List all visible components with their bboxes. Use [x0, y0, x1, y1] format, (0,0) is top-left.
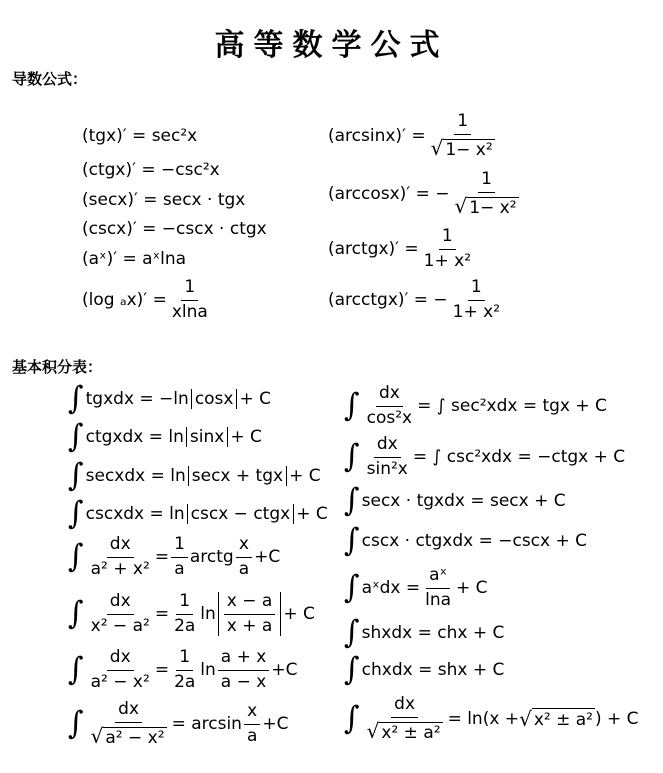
radicand: x² ± a²	[533, 710, 593, 731]
coefficient-fraction	[171, 535, 188, 579]
formula-text: + C	[289, 466, 321, 486]
formula-text: aˣdx =	[361, 578, 421, 599]
formula-text: + C	[230, 427, 262, 447]
argument-fraction	[224, 592, 276, 636]
derivative-sec: (secx)′ = secx · tgx	[82, 190, 246, 210]
radicand: a² − x²	[105, 727, 165, 748]
integral-sign-icon: ∫	[344, 522, 360, 559]
coefficient-fraction	[171, 648, 198, 692]
absolute-value: secx + tgx	[188, 466, 287, 486]
derivative-log	[82, 278, 213, 322]
derivative-ctg: (ctgx)′ = −csc²x	[82, 160, 220, 180]
integral-csc-ctg	[344, 522, 588, 559]
derivative-arcctg	[328, 278, 505, 322]
integral-sign-icon: ∫	[344, 387, 360, 424]
integral-sh	[344, 614, 505, 651]
integral-sign-icon: ∫	[344, 482, 360, 519]
fraction-numerator: dx	[107, 592, 134, 615]
integral-sec-squared	[344, 384, 607, 428]
derivative-log-lhs: (log ₐx)′ =	[82, 290, 167, 311]
formula-text: chxdx = shx + C	[361, 660, 505, 680]
absolute-value: cscx − ctgx	[187, 504, 295, 524]
formula-text: ln	[200, 660, 216, 681]
integral-arcsin	[68, 700, 289, 748]
derivative-csc: (cscx)′ = −cscx · ctgx	[82, 219, 267, 239]
integral-sign-icon: ∫	[68, 705, 84, 742]
radicand: 1− x²	[445, 139, 493, 160]
radical-sign-icon: √	[430, 135, 444, 160]
radical-sign-icon: √	[90, 723, 104, 748]
formula-text: =	[154, 604, 170, 625]
integral-sign-icon: ∫	[68, 380, 84, 417]
derivative-arctg	[328, 227, 476, 271]
formula-text: +C	[262, 714, 289, 735]
formula-text: cscxdx = ln	[85, 504, 185, 524]
formula-text: secx · tgxdx = secx + C	[361, 491, 566, 511]
fraction-numerator: dx	[374, 435, 401, 458]
integral-sign-icon: ∫	[344, 569, 360, 606]
fraction-numerator: 1	[454, 112, 471, 135]
formula-text: +C	[254, 547, 281, 568]
fraction-denominator: 1+ x²	[452, 301, 501, 322]
integral-a2-minus-x2	[68, 648, 297, 692]
fraction-numerator: 1	[176, 592, 193, 615]
fraction-numerator: x − a	[224, 592, 276, 615]
radicand: 1− x²	[469, 197, 517, 218]
fraction-denominator: cos²x	[366, 407, 413, 428]
formula-text: ln	[200, 604, 216, 625]
integrand-fraction	[364, 435, 411, 479]
formula-text: +C	[271, 660, 298, 681]
integral-sign-icon: ∫	[68, 538, 84, 575]
formula-text: + C	[239, 389, 272, 409]
integral-exponential	[344, 566, 488, 610]
fraction-denominator: 2a	[174, 671, 196, 692]
formula-text: =	[154, 660, 170, 681]
formula-text: =	[154, 547, 170, 568]
page-title: 高等数学公式	[214, 28, 449, 63]
integral-ln-sqrt	[344, 695, 639, 743]
formula-text: secxdx = ln	[85, 466, 186, 486]
fraction-numerator: x	[236, 535, 252, 558]
integral-sign-icon: ∫	[68, 418, 84, 455]
formula-text: = arcsin	[171, 714, 242, 735]
fraction-denominator: a	[246, 725, 258, 746]
fraction-denominator: a − x	[220, 671, 267, 692]
derivative-arcctg-lhs: (arcctgx)′ = −	[328, 290, 448, 311]
fraction-denominator: lna	[425, 589, 452, 610]
fraction-numerator: dx	[107, 535, 134, 558]
absolute-value: sinx	[186, 427, 228, 447]
integral-sec	[68, 457, 321, 494]
fraction-denominator: a	[238, 558, 250, 579]
fraction-numerator: dx	[107, 648, 134, 671]
formula-text: shxdx = chx + C	[361, 623, 505, 643]
integral-sign-icon: ∫	[68, 595, 84, 632]
fraction-denominator	[428, 135, 498, 161]
derivative-arccos-fraction	[451, 170, 521, 218]
derivative-arcsin-fraction	[428, 112, 498, 160]
fraction-denominator: sin²x	[366, 458, 408, 479]
fraction-denominator: xlna	[171, 301, 208, 322]
integral-x2-minus-a2	[68, 592, 315, 636]
integrand-fraction	[88, 535, 153, 579]
integral-sign-icon: ∫	[68, 651, 84, 688]
fraction-numerator: aˣ	[426, 566, 450, 589]
formula-text: + C	[283, 604, 315, 625]
fraction-numerator: dx	[115, 700, 142, 723]
fraction-numerator: 1	[468, 278, 485, 301]
derivative-arcctg-fraction	[450, 278, 503, 322]
integrand-fraction	[88, 592, 153, 636]
fraction-numerator: 1	[439, 227, 456, 250]
derivative-arcsin	[328, 112, 500, 160]
integral-sec-tg	[344, 482, 566, 519]
formula-text: ctgxdx = ln	[85, 427, 184, 447]
integrals-heading: 基本积分表：	[12, 358, 103, 376]
argument-fraction	[244, 702, 260, 746]
integrand-fraction	[88, 700, 170, 748]
integral-sign-icon: ∫	[344, 700, 360, 737]
formula-text: + C	[296, 504, 328, 524]
derivative-log-fraction	[169, 278, 211, 322]
fraction-denominator: x + a	[226, 615, 273, 636]
radicand: x² ± a²	[381, 722, 441, 743]
integral-sign-icon: ∫	[344, 438, 360, 475]
fraction-numerator: x	[244, 702, 260, 725]
radical-sign-icon: √	[454, 193, 468, 218]
formula-text: tgxdx = −ln	[85, 389, 189, 409]
radical-sign-icon: √	[366, 718, 380, 743]
integrand-fraction	[88, 648, 153, 692]
derivative-arccos	[328, 170, 524, 218]
fraction-denominator: a² + x²	[90, 558, 150, 579]
coefficient-fraction	[171, 592, 198, 636]
derivative-arcsin-lhs: (arcsinx)′ =	[328, 126, 426, 147]
absolute-value	[218, 592, 282, 636]
integral-arctg	[68, 535, 280, 579]
formula-text: = ln(x +	[447, 709, 520, 730]
fraction-denominator: a² − x²	[90, 671, 150, 692]
integral-ch	[344, 651, 505, 688]
fraction-denominator: 1+ x²	[423, 250, 472, 271]
fraction-numerator: 1	[478, 170, 495, 193]
formula-text: + C	[456, 578, 488, 599]
integral-sign-icon: ∫	[344, 614, 360, 651]
absolute-value: cosx	[191, 389, 238, 409]
formula-text: = ∫ sec²xdx = tgx + C	[417, 396, 607, 417]
argument-fraction	[218, 648, 270, 692]
derivative-tg: (tgx)′ = sec²x	[82, 126, 198, 146]
integral-sign-icon: ∫	[68, 457, 84, 494]
formula-text: ) + C	[594, 709, 639, 730]
integrand-fraction	[364, 695, 446, 743]
result-fraction	[422, 566, 454, 610]
fraction-denominator	[364, 718, 446, 744]
derivative-arctg-fraction	[421, 227, 474, 271]
fraction-numerator: dx	[391, 695, 418, 718]
formula-text: arctg	[189, 547, 234, 568]
integral-ctg	[68, 418, 262, 455]
argument-fraction	[236, 535, 252, 579]
fraction-denominator: x² − a²	[90, 615, 150, 636]
integral-sign-icon: ∫	[344, 651, 360, 688]
integral-csc	[68, 495, 328, 532]
integral-csc-squared	[344, 435, 625, 479]
formula-text: = ∫ csc²xdx = −ctgx + C	[412, 447, 626, 468]
fraction-denominator: a	[174, 558, 185, 579]
fraction-denominator	[88, 723, 170, 749]
integral-tg	[68, 380, 272, 417]
integrand-fraction	[364, 384, 415, 428]
formula-text: cscx · ctgxdx = −cscx + C	[361, 531, 588, 551]
derivative-arccos-lhs: (arccosx)′ = −	[328, 184, 450, 205]
fraction-numerator: 1	[181, 278, 198, 301]
fraction-numerator: 1	[171, 535, 188, 558]
derivative-arctg-lhs: (arctgx)′ =	[328, 239, 419, 260]
fraction-denominator	[451, 193, 521, 219]
integral-sign-icon: ∫	[68, 495, 84, 532]
fraction-numerator: a + x	[218, 648, 270, 671]
fraction-numerator: 1	[176, 648, 193, 671]
fraction-denominator: 2a	[174, 615, 196, 636]
radical-sign-icon: √	[519, 707, 532, 732]
derivatives-heading: 导数公式：	[12, 70, 88, 88]
fraction-numerator: dx	[376, 384, 403, 407]
derivative-ax: (aˣ)′ = aˣlna	[82, 249, 187, 269]
